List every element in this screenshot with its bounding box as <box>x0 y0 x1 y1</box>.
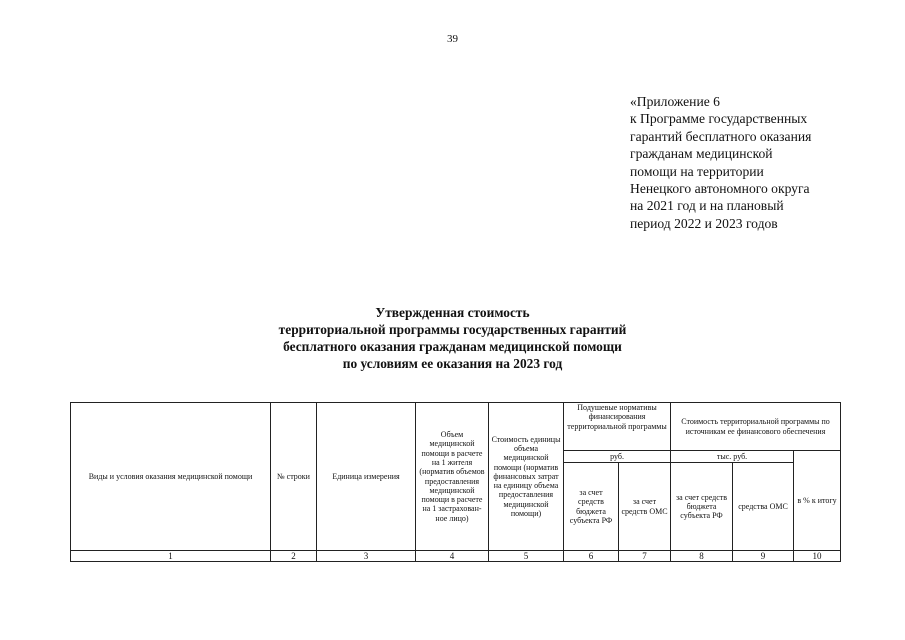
annex-line: гарантий бесплатного оказания <box>630 128 812 144</box>
cost-table <box>70 402 841 562</box>
title-line: Утвержденная стоимость <box>375 305 530 320</box>
column-number: 2 <box>271 551 317 562</box>
annex-line: гражданам медицинской <box>630 146 773 162</box>
column-number: 9 <box>733 551 794 562</box>
column-number: 7 <box>619 551 671 562</box>
document-title <box>0 304 905 372</box>
column-number: 5 <box>489 551 564 562</box>
annex-line: помощи на территории <box>630 163 764 179</box>
column-number-row <box>71 551 841 562</box>
header-unit: Единица измерения <box>317 403 416 551</box>
page-number: 39 <box>447 33 458 45</box>
column-number: 10 <box>794 551 841 562</box>
column-number: 3 <box>317 551 416 562</box>
annex-line: на 2021 год и на плановый <box>630 198 784 214</box>
header-oms-7: за счет средств ОМС <box>619 463 671 551</box>
annex-note <box>630 93 870 232</box>
column-number: 8 <box>671 551 733 562</box>
header-percent: в % к итогу <box>794 451 841 551</box>
title-line: по условиям ее оказания на 2023 год <box>342 356 563 371</box>
header-types: Виды и условия оказания медицинской помощи <box>71 403 271 551</box>
header-budget-rf-8: за счет средств бюджета субъекта РФ <box>671 463 733 551</box>
annex-line: «Приложение 6 <box>630 94 720 109</box>
title-line: территориальной программы государственных гарантий <box>278 322 627 337</box>
annex-line: Ненецкого автономного округа <box>630 181 810 197</box>
header-unit-cost: Стоимость единицы объема медицинской помощи (норматив финансовых затрат на единицу объема предоставления медицинской помощи) <box>489 403 564 551</box>
column-number: 6 <box>564 551 619 562</box>
title-line: бесплатного оказания гражданам медицинской помощи <box>283 339 622 354</box>
header-volume: Объем медицинской помощи в расчете на 1 жителя (норматив объемов предоставления медицинской помощи в расчете на 1 застрахован-ное лицо) <box>416 403 489 551</box>
header-rub: руб. <box>564 451 671 463</box>
header-row-number: № строки <box>271 403 317 551</box>
header-budget-rf-6: за счет средств бюджета субъекта РФ <box>564 463 619 551</box>
column-number: 4 <box>416 551 489 562</box>
header-oms-9: средства ОМС <box>733 463 794 551</box>
annex-line: к Программе государственных <box>630 111 808 127</box>
header-per-capita: Подушевые нормативы финансирования территориальной программы <box>564 403 671 451</box>
header-total-cost: Стоимость территориальной программы по источникам ее финансового обеспечения <box>671 403 841 451</box>
annex-line: период 2022 и 2023 годов <box>630 215 778 231</box>
column-number: 1 <box>71 551 271 562</box>
header-thous-rub: тыс. руб. <box>671 451 794 463</box>
